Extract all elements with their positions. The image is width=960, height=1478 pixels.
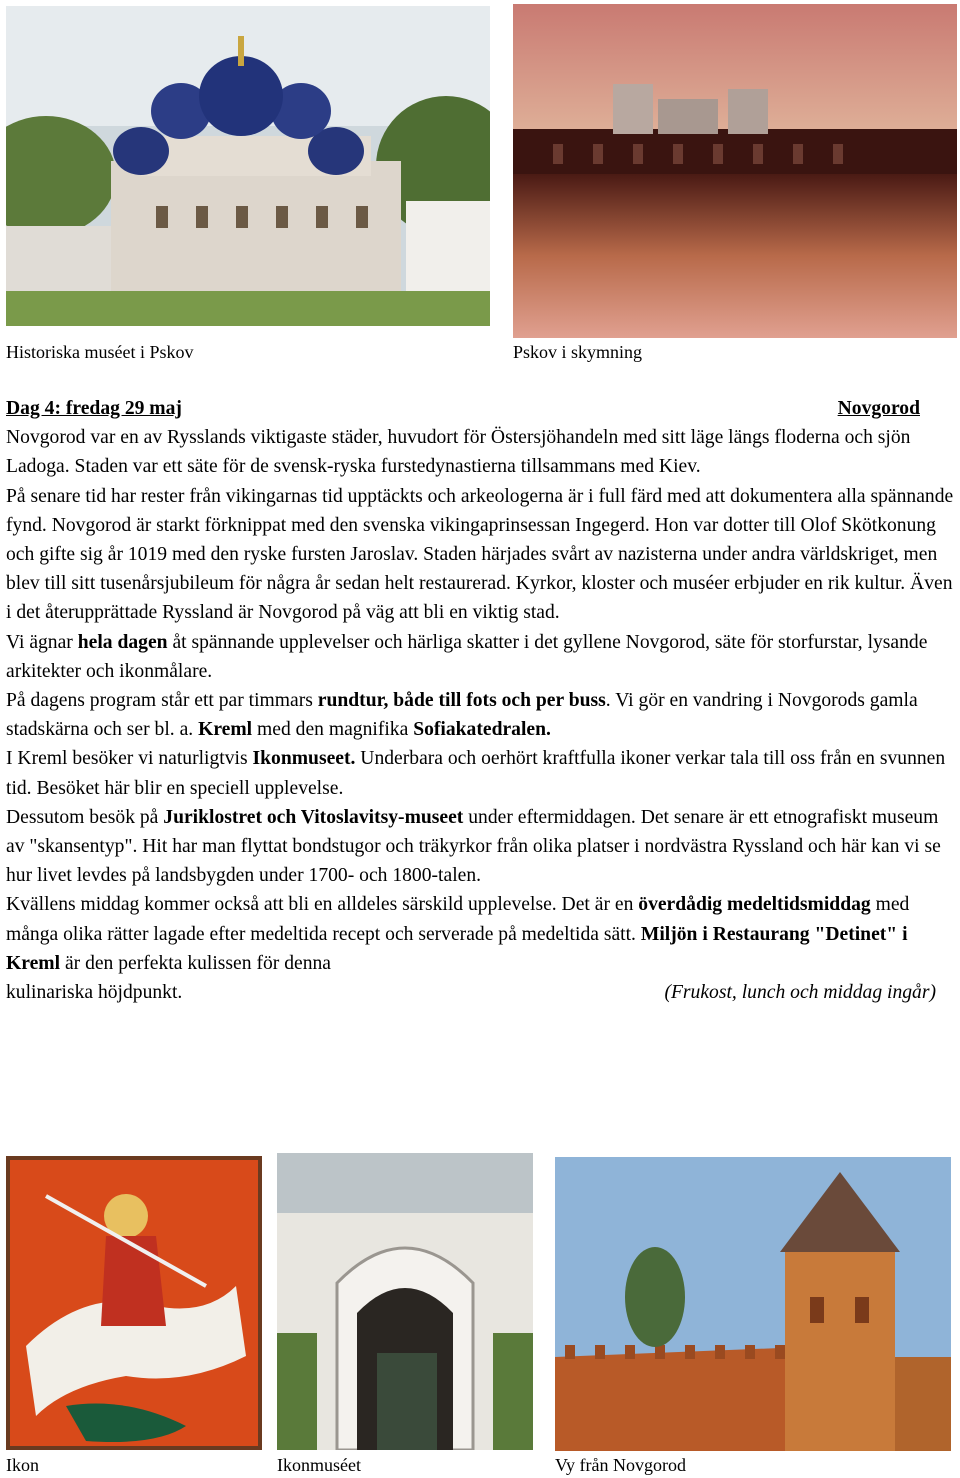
meals-included-note: (Frukost, lunch och middag ingår) [664, 982, 936, 1004]
photo-vy-fran-novgorod [555, 1157, 951, 1451]
paragraph-program: På dagens program står ett par timmars rundtur, både till fots och per buss. Vi gör en vandring i Novgorods gamla stadskärna och ser bl. a. Kreml med den magnifika Sofiakatedralen. [6, 690, 918, 741]
caption-pskov-skymning: Pskov i skymning [513, 342, 643, 362]
day-heading-city: Novgorod [837, 398, 920, 419]
caption-ikonmuseet: Ikonmuséet [277, 1455, 361, 1475]
paragraph-dinner-last-line: kulinariska höjdpunkt. (Frukost, lunch och middag ingår) [6, 978, 936, 1007]
paragraph-ikonmuseet: I Kreml besöker vi naturligtvis Ikonmuseet. Underbara och oerhört kraftfulla ikoner verkar tala till oss från en svunnen tid. Besöket här blir en speciell upplevelse. [6, 748, 946, 799]
paragraph-whole-day: Vi ägnar hela dagen åt spännande upplevelser och härliga skatter i det gyllene Novgorod, säte för storfurstar, lysande arkitekter och ikonmålare. [6, 631, 928, 682]
photo-historiska-museet [6, 6, 490, 326]
day-heading [6, 394, 920, 423]
caption-vy-fran-novgorod: Vy från Novgorod [555, 1455, 686, 1475]
paragraph-vikings: På senare tid har rester från vikingarnas tid upptäckts och arkeologerna är i full färd med att dokumentera alla spännande fynd. Novgorod är starkt förknippat med den svenska vikingaprinsessan Ingegerd. Hon var dotter till Olof Skötkonung och gifte sig år 1019 med den ryske fursten Jaroslav. Staden härjades svårt av nazisterna under andra världskriget, men blev till sitt tusenårsjubileum för några år sedan helt restaurerad. Kyrkor, kloster och muséer erbjuder en rik kultur. Även i det återupprättade Ryssland är Novgorod på väg att bli en viktig stad. [6, 485, 954, 624]
caption-historiska-museet: Historiska muséet i Pskov [6, 342, 194, 362]
day-text-block [6, 394, 956, 1007]
paragraph-juriklostret: Dessutom besök på Juriklostret och Vitoslavitsy-museet under eftermiddagen. Det senare är ett etnografiskt museum av "skansentyp". Hit har man flyttat bondstugor och träkyrkor från olika platser i nordvästra Ryssland och här kan vi se hur livet levdes på landsbygden under 1700- och 1800-talen. [6, 806, 941, 887]
photo-ikonmuseet [277, 1153, 533, 1450]
paragraph-history: Novgorod var en av Rysslands viktigaste städer, huvudort för Östersjöhandeln med sitt läge längs floderna och sjön Ladoga. Staden var ett säte för de svensk-ryska furstedynastierna tillsammans med Kiev. [6, 427, 911, 478]
photo-ikon [6, 1156, 262, 1450]
day-heading-date: Dag 4: fredag 29 maj [6, 398, 182, 419]
caption-ikon: Ikon [6, 1455, 39, 1475]
paragraph-dinner: Kvällens middag kommer också att bli en alldeles särskild upplevelse. Det är en överdådig medeltidsmiddag med många olika rätter lagade efter medeltida recept och serverade på medeltida sätt. Miljön i Restaurang "Detinet" i Kreml är den perfekta kulissen för denna [6, 894, 910, 974]
photo-pskov-skymning [513, 4, 957, 338]
